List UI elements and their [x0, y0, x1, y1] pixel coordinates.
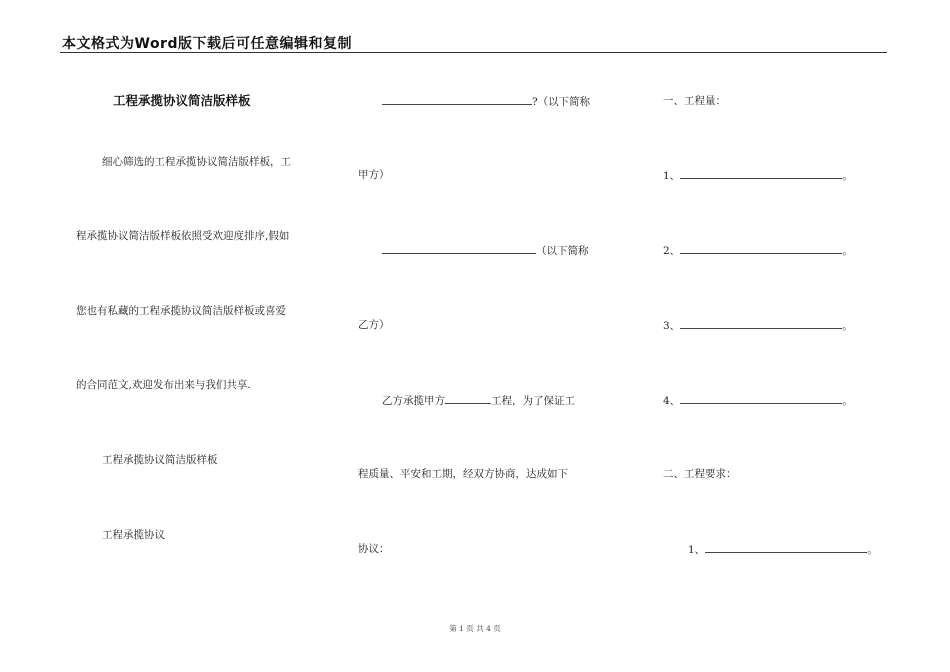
party-a-line: [382, 94, 590, 109]
party-a-blank: [382, 94, 532, 105]
intro-line-4: 的合同范文,欢迎发布出来与我们共享.: [76, 379, 251, 391]
body-line-1: [382, 393, 575, 408]
party-b-blank: [382, 243, 536, 254]
section-requirements: 二、工程要求：: [663, 468, 737, 480]
subtitle-2: 工程承揽协议: [102, 529, 165, 541]
body-line-1-prefix: 乙方承揽甲方: [382, 395, 445, 407]
intro-line-2: 程承揽协议简洁版样板依照受欢迎度排序,假如: [76, 230, 290, 242]
item-number: 2、: [663, 245, 681, 257]
intro-line-3: 您也有私藏的工程承揽协议简洁版样板或喜爱: [76, 305, 286, 317]
item-number: 1、: [688, 544, 706, 556]
requirement-item-1: [688, 542, 878, 557]
item-blank: [680, 168, 842, 179]
intro-line-1: 细心筛选的工程承揽协议简洁版样板，工: [102, 156, 291, 168]
item-blank: [680, 393, 842, 404]
party-b-label: 乙方）: [358, 319, 390, 331]
quantity-item-1: [663, 168, 853, 183]
page-footer: 第 1 页 共 4 页: [449, 624, 501, 633]
item-blank: [705, 542, 867, 553]
item-end: 。: [842, 170, 853, 182]
body-line-1-suffix: 工程，为了保证工: [491, 395, 575, 407]
party-b-suffix: （以下简称: [536, 245, 589, 257]
body-line-2: 程质量、平安和工期，经双方协商，达成如下: [358, 468, 568, 480]
quantity-item-4: [663, 393, 853, 408]
header-rule: [60, 52, 887, 53]
quantity-item-2: [663, 243, 853, 258]
item-number: 4、: [663, 395, 681, 407]
item-number: 3、: [663, 320, 681, 332]
party-a-label: 甲方）: [358, 169, 390, 181]
item-end: 。: [842, 245, 853, 257]
subtitle-1: 工程承揽协议简洁版样板: [102, 454, 218, 466]
header-title: 本文格式为Word版下载后可任意编辑和复制: [62, 36, 352, 52]
quantity-item-3: [663, 318, 853, 333]
project-name-blank: [445, 393, 491, 404]
item-number: 1、: [663, 170, 681, 182]
section-quantity: 一、工程量：: [663, 95, 726, 107]
item-blank: [680, 318, 842, 329]
item-end: 。: [867, 544, 878, 556]
item-end: 。: [842, 320, 853, 332]
item-blank: [680, 243, 842, 254]
item-end: 。: [842, 395, 853, 407]
body-line-3: 协议：: [358, 543, 390, 555]
document-title: 工程承揽协议简洁版样板: [113, 93, 251, 108]
party-a-suffix: ?（以下简称: [532, 96, 591, 108]
party-b-line: [382, 243, 589, 258]
